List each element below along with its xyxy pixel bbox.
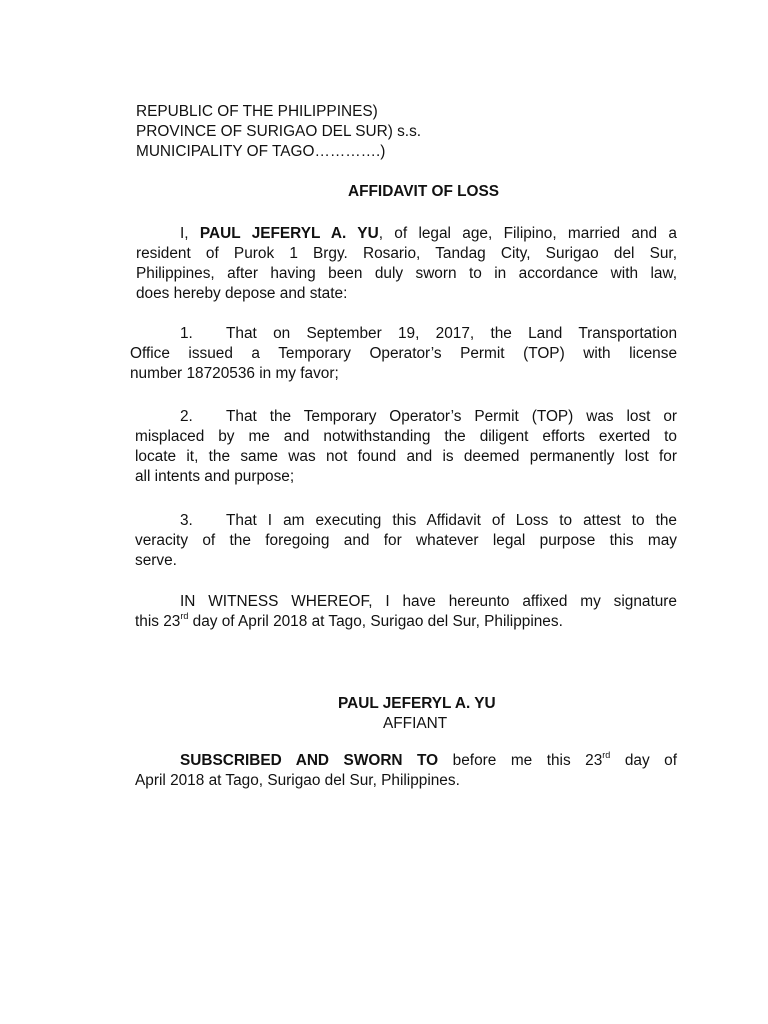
- affiant-name-inline: PAUL JEFERYL A. YU: [199, 225, 379, 242]
- item-1-line-1: [130, 324, 677, 344]
- jurat-paragraph: [135, 751, 677, 791]
- intro-line-2: resident of Purok 1 Brgy. Rosario, Tandag City, Surigao del Sur,: [136, 245, 677, 262]
- ordinal-suffix: rd: [180, 610, 189, 621]
- affiant-role: AFFIANT: [383, 715, 448, 732]
- document-title: AFFIDAVIT OF LOSS: [348, 183, 500, 200]
- item-number: 3.: [180, 512, 193, 529]
- affiant-name: PAUL JEFERYL A. YU: [338, 695, 496, 712]
- header-municipality: MUNICIPALITY OF TAGO………….): [136, 143, 386, 160]
- intro-line-3: Philippines, after having been duly sworn to in accordance with law,: [136, 265, 677, 282]
- item-3-line-1: [135, 511, 677, 531]
- item-2-line-3: locate it, the same was not found and is deemed permanently lost for: [135, 448, 677, 465]
- item-2-line-1: [135, 407, 677, 427]
- jurat-line-2: April 2018 at Tago, Surigao del Sur, Philippines.: [135, 772, 460, 789]
- item-1-line-2: Office issued a Temporary Operator’s Permit (TOP) with license: [130, 345, 677, 362]
- jurat-bold: SUBSCRIBED AND SWORN TO: [180, 752, 439, 769]
- item-3-text-1: That I am executing this Affidavit of Loss to attest to the: [226, 512, 677, 529]
- intro-post: , of legal age, Filipino, married and a: [378, 225, 677, 242]
- item-1-line-3: number 18720536 in my favor;: [130, 365, 339, 382]
- item-3-line-3: serve.: [135, 552, 177, 569]
- witness-paragraph: [135, 592, 677, 632]
- witness-line-2: this 23rd day of April 2018 at Tago, Surigao del Sur, Philippines.: [135, 610, 563, 630]
- header-republic: REPUBLIC OF THE PHILIPPINES): [136, 103, 378, 120]
- list-item: [135, 407, 677, 487]
- venue-header: [136, 102, 421, 162]
- jurat-line-1: SUBSCRIBED AND SWORN TO before me this 23rd day of: [180, 749, 677, 769]
- intro-line-4: does hereby depose and state:: [136, 285, 348, 302]
- item-2-line-2: misplaced by me and notwithstanding the diligent efforts exerted to: [135, 428, 677, 445]
- witness-line-1: IN WITNESS WHEREOF, I have hereunto affixed my signature: [180, 593, 677, 610]
- list-item: [135, 511, 677, 571]
- signature-block: [338, 694, 496, 734]
- intro-line-1: [136, 224, 677, 244]
- item-1-text-1: That on September 19, 2017, the Land Transportation: [226, 325, 677, 342]
- item-number: 1.: [180, 325, 193, 342]
- intro-pre: I,: [180, 225, 200, 242]
- ordinal-suffix: rd: [602, 749, 611, 760]
- item-2-line-4: all intents and purpose;: [135, 468, 295, 485]
- item-number: 2.: [180, 408, 193, 425]
- item-2-text-1: That the Temporary Operator’s Permit (TOP) was lost or: [226, 408, 677, 425]
- header-province: PROVINCE OF SURIGAO DEL SUR) s.s.: [136, 123, 422, 140]
- list-item: [130, 324, 677, 384]
- intro-paragraph: [136, 224, 677, 304]
- item-3-line-2: veracity of the foregoing and for whatever legal purpose this may: [135, 532, 677, 549]
